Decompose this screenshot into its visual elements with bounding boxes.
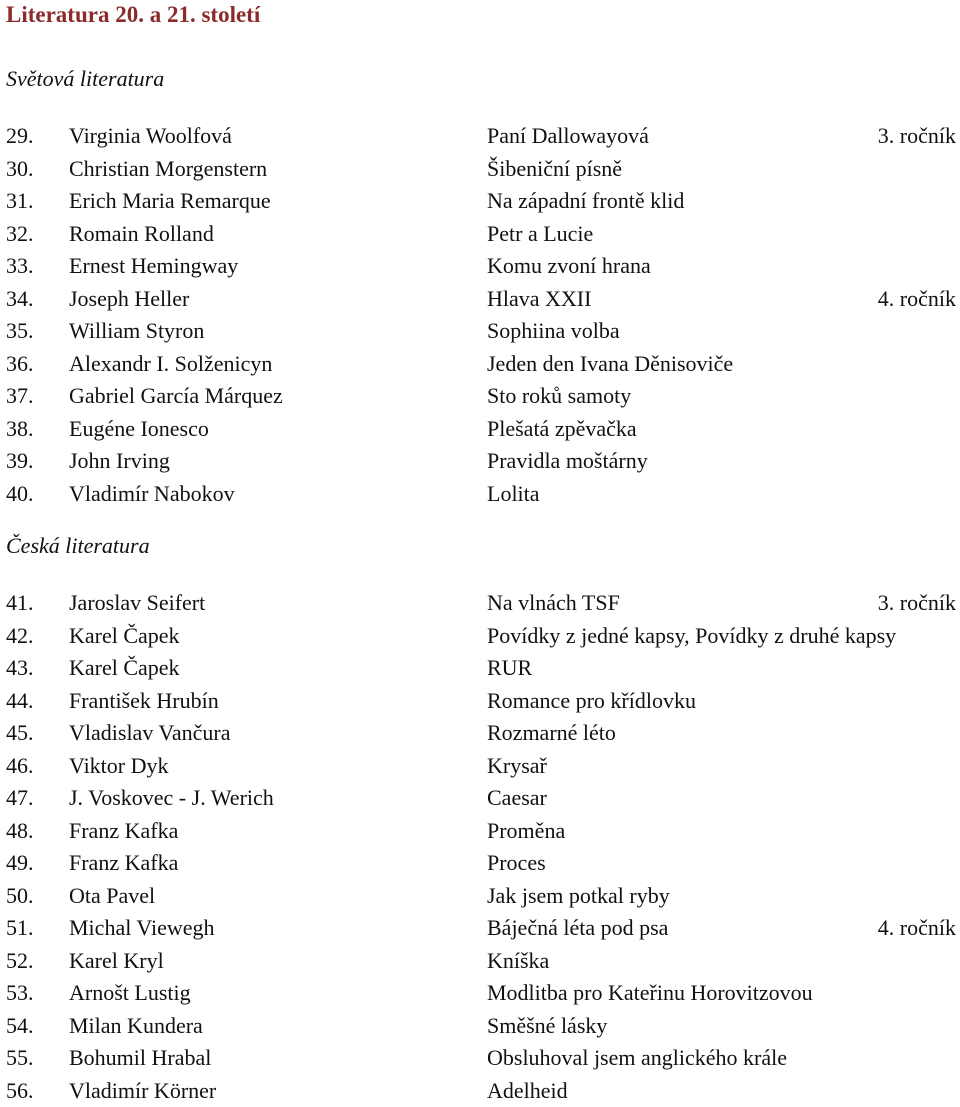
list-item [0,283,960,316]
item-number: 50. [6,880,34,913]
list-item [0,1075,960,1107]
item-number: 46. [6,750,34,783]
item-work: Pravidla moštárny [487,445,648,478]
list-item [0,685,960,718]
item-work: Sto roků samoty [487,380,631,413]
item-number: 51. [6,912,34,945]
item-author: Karel Čapek [69,652,180,685]
item-work: Romance pro křídlovku [487,685,696,718]
list-item [0,750,960,783]
item-number: 53. [6,977,34,1010]
item-author: Ernest Hemingway [69,250,238,283]
item-author: Arnošt Lustig [69,977,191,1010]
list-item [0,977,960,1010]
list-item [0,478,960,511]
item-author: Eugéne Ionesco [69,413,209,446]
item-number: 47. [6,782,34,815]
item-work: Kníška [487,945,549,978]
item-number: 42. [6,620,34,653]
item-number: 34. [6,283,34,316]
item-number: 31. [6,185,34,218]
list-item [0,120,960,153]
item-number: 35. [6,315,34,348]
list-item [0,912,960,945]
item-work: RUR [487,652,532,685]
item-author: Romain Rolland [69,218,214,251]
item-work: Jak jsem potkal ryby [487,880,670,913]
item-author: Ota Pavel [69,880,155,913]
list-item [0,815,960,848]
item-number: 43. [6,652,34,685]
item-author: Franz Kafka [69,847,178,880]
item-author: Gabriel García Márquez [69,380,283,413]
list-item [0,1010,960,1043]
item-work: Hlava XXII [487,283,591,316]
item-author: Virginia Woolfová [69,120,232,153]
item-number: 40. [6,478,34,511]
item-number: 37. [6,380,34,413]
item-number: 52. [6,945,34,978]
item-work: Paní Dallowayová [487,120,649,153]
item-work: Jeden den Ivana Děnisoviče [487,348,733,381]
list-item [0,717,960,750]
item-author: Franz Kafka [69,815,178,848]
item-number: 55. [6,1042,34,1075]
item-work: Na vlnách TSF [487,587,620,620]
item-work: Směšné lásky [487,1010,607,1043]
item-author: Jaroslav Seifert [69,587,205,620]
czech-literature-list [0,587,960,1107]
section-heading-czech-literature: Česká literatura [6,533,150,559]
list-item [0,1042,960,1075]
item-work: Adelheid [487,1075,568,1107]
list-item [0,782,960,815]
item-grade: 4. ročník [878,283,956,316]
list-item [0,185,960,218]
list-item [0,153,960,186]
item-author: František Hrubín [69,685,219,718]
item-author: Milan Kundera [69,1010,203,1043]
item-number: 56. [6,1075,34,1107]
item-work: Sophiina volba [487,315,620,348]
item-author: Christian Morgenstern [69,153,267,186]
item-number: 41. [6,587,34,620]
item-grade: 3. ročník [878,120,956,153]
item-number: 29. [6,120,34,153]
list-item [0,218,960,251]
item-author: Vladimír Nabokov [69,478,235,511]
item-author: Michal Viewegh [69,912,215,945]
item-number: 49. [6,847,34,880]
item-number: 39. [6,445,34,478]
item-author: John Irving [69,445,170,478]
item-work: Komu zvoní hrana [487,250,651,283]
item-author: Alexandr I. Solženicyn [69,348,272,381]
item-work: Rozmarné léto [487,717,616,750]
item-author: William Styron [69,315,204,348]
item-work: Obsluhoval jsem anglického krále [487,1042,787,1075]
item-author: Erich Maria Remarque [69,185,271,218]
list-item [0,348,960,381]
item-author: J. Voskovec - J. Werich [69,782,274,815]
item-author: Viktor Dyk [69,750,169,783]
item-author: Vladimír Körner [69,1075,216,1107]
list-item [0,380,960,413]
item-number: 54. [6,1010,34,1043]
item-work: Petr a Lucie [487,218,593,251]
item-grade: 3. ročník [878,587,956,620]
list-item [0,413,960,446]
item-work: Povídky z jedné kapsy, Povídky z druhé kapsy [487,620,896,653]
item-number: 48. [6,815,34,848]
list-item [0,880,960,913]
item-work: Na západní frontě klid [487,185,684,218]
item-work: Báječná léta pod psa [487,912,668,945]
world-literature-list [0,120,960,510]
document-title: Literatura 20. a 21. století [6,2,260,28]
item-number: 44. [6,685,34,718]
list-item [0,315,960,348]
item-number: 36. [6,348,34,381]
item-author: Karel Kryl [69,945,164,978]
item-author: Bohumil Hrabal [69,1042,211,1075]
list-item [0,587,960,620]
item-work: Lolita [487,478,540,511]
section-heading-world-literature: Světová literatura [6,66,164,92]
item-number: 38. [6,413,34,446]
item-work: Šibeniční písně [487,153,622,186]
item-number: 33. [6,250,34,283]
item-work: Plešatá zpěvačka [487,413,637,446]
item-work: Modlitba pro Kateřinu Horovitzovou [487,977,813,1010]
item-author: Karel Čapek [69,620,180,653]
list-item [0,847,960,880]
item-work: Caesar [487,782,547,815]
list-item [0,445,960,478]
list-item [0,945,960,978]
item-work: Krysař [487,750,547,783]
item-number: 32. [6,218,34,251]
item-grade: 4. ročník [878,912,956,945]
item-number: 30. [6,153,34,186]
item-number: 45. [6,717,34,750]
list-item [0,250,960,283]
list-item [0,620,960,653]
item-work: Proměna [487,815,565,848]
item-work: Proces [487,847,546,880]
item-author: Vladislav Vančura [69,717,231,750]
list-item [0,652,960,685]
item-author: Joseph Heller [69,283,189,316]
